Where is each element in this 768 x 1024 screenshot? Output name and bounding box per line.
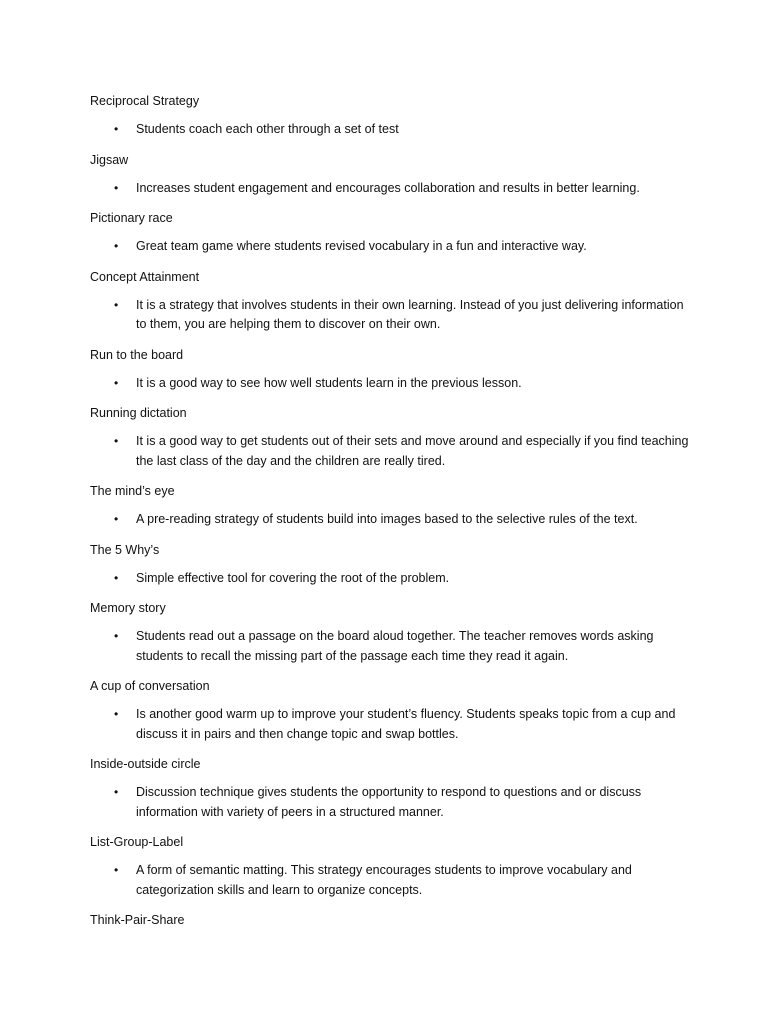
entry-bullet (90, 237, 690, 257)
bullet-text: It is a strategy that involves students in their own learning. Instead of you just delivering information to them, you are helping them to discover on their own. (136, 297, 684, 331)
bullet-text: Great team game where students revised vocabulary in a fun and interactive way. (136, 239, 587, 253)
entry-memory-story (90, 598, 690, 666)
entry-bullet (90, 120, 690, 140)
bullet-marker: • (114, 512, 119, 526)
entry-heading: The 5 Why’s (90, 542, 160, 557)
bullet-marker: • (114, 375, 119, 390)
entry-bullet (90, 510, 690, 530)
entry-heading: The mind’s eye (90, 484, 175, 498)
entry-the-5-whys (90, 540, 690, 589)
bullet-text: A pre-reading strategy of students build into images based to the selective rules of the text. (136, 512, 638, 526)
bullet-text: Is another good warm up to improve your student’s fluency. Students speaks topic from a cup and discuss it in pairs and then change topic and swap bottles. (136, 707, 676, 741)
entry-heading: Running dictation (90, 406, 187, 420)
entry-pictionary-race (90, 208, 690, 257)
entry-bullet (90, 861, 690, 900)
entry-run-to-the-board (90, 345, 690, 394)
entry-list-group-label (90, 832, 690, 900)
bullet-marker: • (114, 434, 119, 448)
entry-heading: Memory story (90, 601, 166, 615)
bullet-text: Students read out a passage on the board aloud together. The teacher removes words asking students to recall the missing part of the passage each time they read it again. (136, 629, 654, 663)
bullet-marker: • (114, 785, 119, 799)
entry-the-minds-eye (90, 481, 690, 530)
entry-bullet (90, 432, 690, 471)
entry-bullet (90, 627, 690, 666)
entry-a-cup-of-conversation (90, 676, 690, 744)
bullet-marker: • (114, 122, 119, 136)
bullet-marker: • (114, 629, 119, 643)
bullet-text: Students coach each other through a set of test (136, 122, 399, 136)
bullet-text: Discussion technique gives students the opportunity to respond to questions and or discuss information with variety of peers in a structured manner. (136, 785, 642, 819)
entry-heading: Concept Attainment (90, 269, 200, 284)
bullet-text: A form of semantic matting. This strategy encourages students to improve vocabulary and categorization skills and learn to organize concepts. (136, 863, 632, 897)
bullet-marker: • (114, 863, 119, 877)
entry-bullet (90, 569, 690, 589)
entry-think-pair-share (90, 910, 690, 930)
entry-heading: Pictionary race (90, 211, 173, 225)
bullet-marker: • (114, 180, 119, 195)
entry-bullet (90, 296, 690, 335)
bullet-marker: • (114, 297, 119, 312)
entry-heading: Inside-outside circle (90, 757, 201, 771)
entry-inside-outside-circle (90, 754, 690, 822)
entry-bullet (90, 374, 690, 394)
bullet-marker: • (114, 707, 119, 721)
bullet-text: Simple effective tool for covering the root of the problem. (136, 570, 450, 585)
entry-reciprocal-strategy (90, 91, 690, 140)
strategy-list (90, 91, 690, 939)
entry-heading: Run to the board (90, 347, 184, 362)
entry-concept-attainment (90, 267, 690, 335)
entry-heading: Think-Pair-Share (90, 913, 185, 927)
entry-bullet (90, 179, 690, 199)
entry-bullet (90, 783, 690, 822)
entry-bullet (90, 705, 690, 744)
bullet-text: It is a good way to get students out of their sets and move around and especially if you find teaching the last class of the day and the children are really tired. (136, 434, 689, 468)
entry-heading: Reciprocal Strategy (90, 94, 200, 108)
entry-heading: Jigsaw (90, 152, 129, 167)
entry-heading: A cup of conversation (90, 679, 210, 693)
bullet-marker: • (114, 570, 119, 585)
entry-jigsaw (90, 150, 690, 199)
entry-running-dictation (90, 403, 690, 471)
bullet-text: Increases student engagement and encourages collaboration and results in better learning. (136, 180, 640, 195)
bullet-text: It is a good way to see how well students learn in the previous lesson. (136, 375, 522, 390)
bullet-marker: • (114, 239, 119, 253)
entry-heading: List-Group-Label (90, 835, 184, 849)
